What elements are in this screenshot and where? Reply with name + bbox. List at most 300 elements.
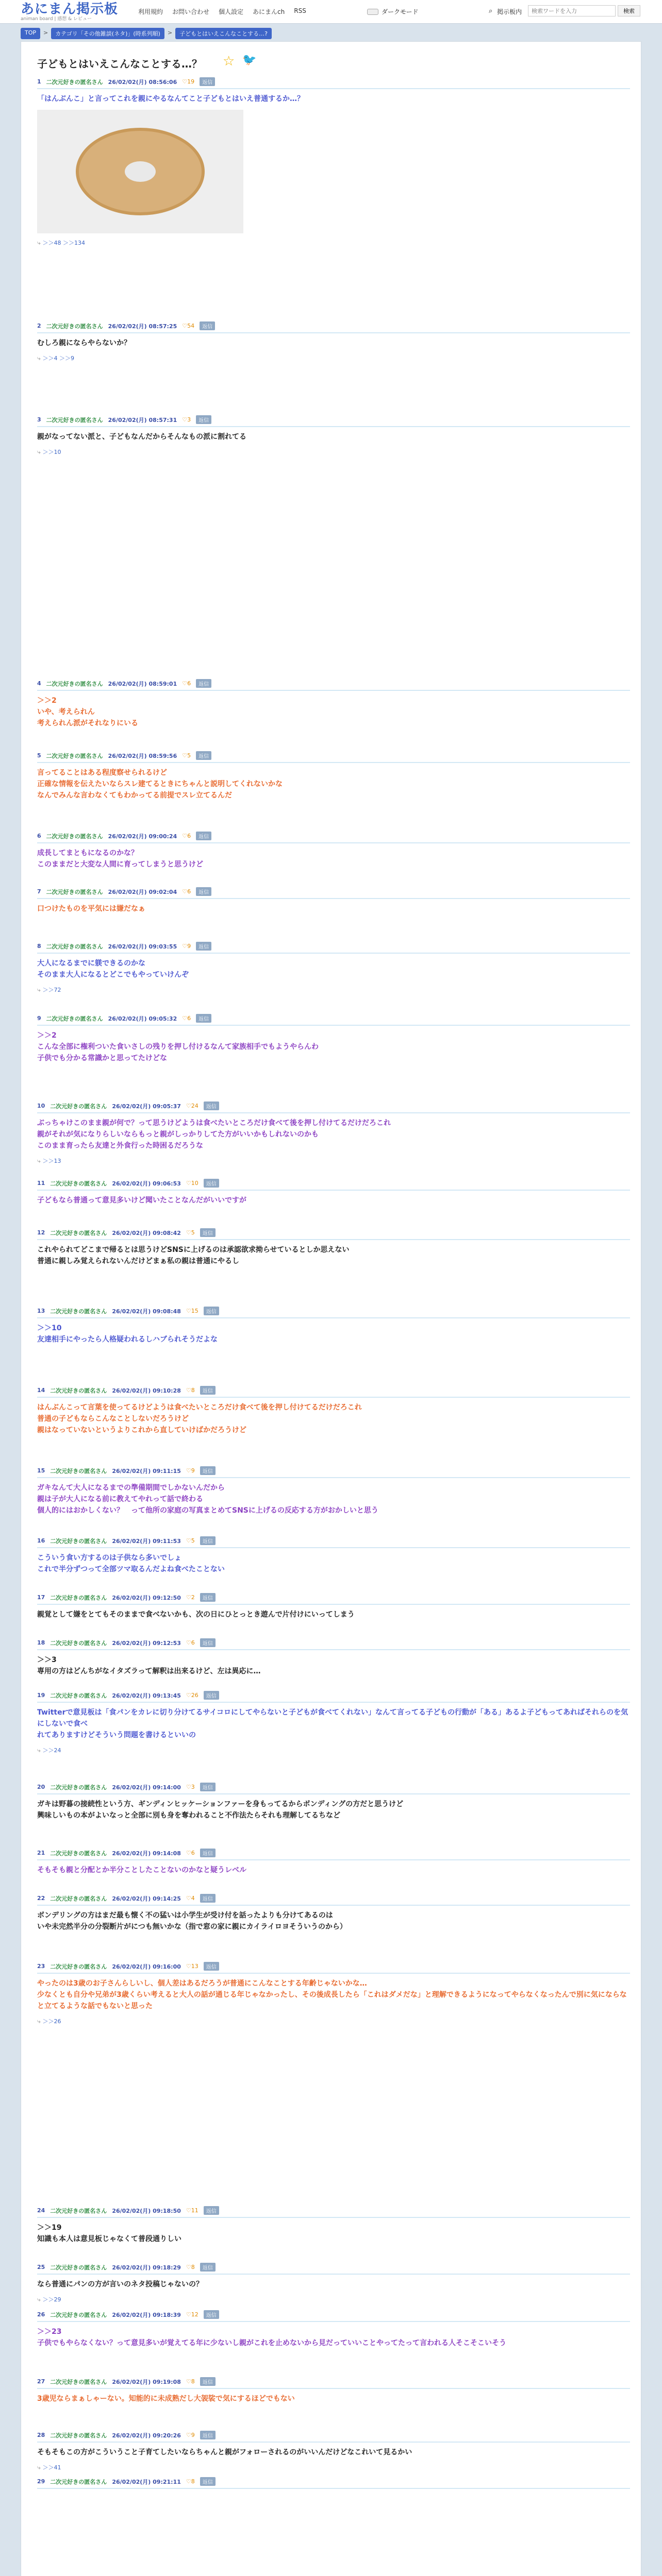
reply-links[interactable]: ＞＞72 [42, 987, 61, 993]
post-date: 26/02/02(月) 09:21:11 [112, 2478, 181, 2485]
post-number[interactable]: 17 [37, 1594, 45, 1601]
post [37, 1849, 630, 1876]
post [37, 1014, 630, 1064]
good-count[interactable] [186, 2432, 195, 2438]
good-count-value: 8 [191, 2478, 195, 2485]
donut-shape [76, 128, 205, 215]
post-number[interactable]: 2 [37, 323, 41, 329]
post-divider [37, 332, 630, 333]
reply-button[interactable]: 返信 [196, 415, 211, 424]
post-body: やったのは3歳のお子さんらしいし、個人差はあるだろうが普通にこんなことする年齢じゃないかな… 少なくとも自分や兄弟が3歳くらい考えると大人の話が通じる年じゃなかったし、その後成長したら「これはダメだな」と理解できるようになってやらなくなったんで別に気にならなと立てるような話でもないと思った [37, 1979, 627, 2010]
post-body: ガキなんて大人になるまでの準備期間でしかないんだから 親は子が大人になる前に教えてやれって話で終わる 個人的にはおかしくない？ って他所の家庭の写真まとめてSNSに上げるの反応する方がおかしいと思う [37, 1484, 378, 1515]
post-number[interactable]: 13 [37, 1308, 45, 1314]
good-count[interactable] [186, 1850, 195, 1856]
good-count[interactable] [182, 752, 191, 759]
nav-rss[interactable]: RSS [294, 7, 306, 14]
reply-button[interactable]: 返信 [196, 887, 211, 896]
reply-button[interactable]: 返信 [204, 1179, 219, 1188]
post-author: 二次元好きの匿名さん [46, 78, 103, 86]
post-header [37, 1466, 630, 1475]
reply-button[interactable]: 返信 [200, 1228, 216, 1237]
post-replies [37, 986, 630, 994]
post-number[interactable]: 14 [37, 1387, 45, 1394]
share-icon: ⤷ [37, 354, 43, 362]
post [37, 1386, 630, 1436]
post [37, 2377, 630, 2404]
post [37, 2431, 630, 2471]
post-date: 26/02/02(月) 09:11:53 [112, 1537, 181, 1545]
good-count-value: 9 [187, 943, 191, 950]
reply-button[interactable]: 返信 [204, 1962, 219, 1971]
reply-button[interactable]: 返信 [204, 1307, 219, 1315]
good-count-value: 12 [191, 2311, 198, 2318]
post-author: 二次元好きの匿名さん [46, 680, 103, 687]
reply-button[interactable]: 返信 [200, 1894, 216, 1903]
good-count[interactable] [186, 1784, 195, 1790]
top-bar [0, 0, 662, 24]
post-date: 26/02/02(月) 09:13:45 [112, 1692, 181, 1699]
good-count-value: 24 [191, 1103, 198, 1109]
good-count[interactable] [182, 416, 191, 423]
good-count[interactable] [186, 1963, 198, 1970]
reply-button[interactable]: 返信 [196, 751, 211, 760]
good-count-value: 3 [191, 1784, 195, 1790]
post-date: 26/02/02(月) 09:05:37 [112, 1103, 181, 1110]
breadcrumb-top[interactable]: TOP [21, 28, 40, 39]
post-number[interactable]: 19 [37, 1692, 45, 1699]
post-body: 子どもなら普通って意見多いけど聞いたことなんだがいいですが [37, 1196, 246, 1205]
post-replies [37, 354, 630, 362]
post-date: 26/02/02(月) 08:59:56 [108, 752, 177, 759]
post [37, 77, 630, 247]
good-count-value: 8 [191, 2378, 195, 2385]
heart-icon: ♡ [186, 1963, 191, 1970]
post-author: 二次元好きの匿名さん [50, 1180, 107, 1187]
breadcrumb-separator: > [167, 29, 173, 36]
post-divider [37, 1397, 630, 1398]
good-count-value: 19 [187, 78, 195, 85]
post-replies [37, 1157, 630, 1165]
post-header [37, 1307, 630, 1315]
post-replies [37, 448, 630, 456]
post-divider [37, 1547, 630, 1548]
reply-links[interactable]: ＞＞24 [42, 1747, 61, 1754]
heart-icon: ♡ [182, 680, 188, 687]
reply-button[interactable]: 返信 [200, 2431, 216, 2439]
post-author: 二次元好きの匿名さん [50, 2311, 107, 2318]
reply-links[interactable]: ＞＞4 ＞＞9 [42, 355, 75, 362]
heart-icon: ♡ [182, 416, 188, 423]
post-divider [37, 1477, 630, 1478]
post-number[interactable]: 5 [37, 752, 41, 759]
reply-links[interactable]: ＞＞41 [42, 2464, 61, 2471]
reply-button[interactable]: 返信 [200, 77, 215, 86]
good-count[interactable] [186, 1594, 195, 1601]
reply-button[interactable]: 返信 [204, 2310, 219, 2319]
post-number[interactable]: 4 [37, 680, 41, 687]
heart-icon: ♡ [186, 2478, 191, 2485]
heart-icon: ♡ [182, 78, 188, 85]
post [37, 1894, 630, 1933]
good-count-value: 11 [191, 2207, 198, 2214]
good-count[interactable] [186, 1467, 195, 1474]
post-date: 26/02/02(月) 09:00:24 [108, 833, 177, 840]
post-date: 26/02/02(月) 09:14:00 [112, 1784, 181, 1791]
post-date: 26/02/02(月) 08:59:01 [108, 680, 177, 687]
heart-icon: ♡ [186, 1895, 191, 1902]
good-count[interactable] [186, 1387, 195, 1394]
share-icon: ⤷ [37, 239, 43, 246]
reply-links[interactable]: ＞＞48 ＞＞134 [42, 240, 86, 246]
post-number[interactable]: 1 [37, 78, 41, 85]
good-count[interactable] [186, 2478, 195, 2485]
post-header [37, 887, 630, 896]
post-date: 26/02/02(月) 09:12:53 [112, 1639, 181, 1647]
post-body: こういう食い方するのは子供なら多いでしょ これで半分ずつって全部ツマ取るんだよね食べたことない [37, 1554, 225, 1573]
good-count[interactable] [182, 323, 194, 329]
post-body: ＞＞2 こんな全部に権利ついた食いさしの残りを押し付けるなんて家族相手でもようやらんわ 子供でも分かる常識かと思ってたけどな [37, 1031, 319, 1062]
search-button[interactable]: 検索 [618, 5, 640, 16]
post [37, 887, 630, 914]
post-divider [37, 1702, 630, 1703]
post-author: 二次元好きの匿名さん [46, 416, 103, 423]
share-icon: ⤷ [37, 2464, 43, 2471]
post-divider [37, 1793, 630, 1794]
post-number[interactable]: 10 [37, 1103, 45, 1109]
post-header [37, 1014, 630, 1023]
post-date: 26/02/02(月) 09:18:39 [112, 2311, 181, 2318]
reply-button[interactable]: 返信 [200, 1593, 216, 1602]
good-count[interactable] [186, 1639, 195, 1646]
post-author: 二次元好きの匿名さん [50, 1308, 107, 1315]
good-count-value: 6 [191, 1639, 195, 1646]
breadcrumb-thread[interactable]: 子どもとはいえこんなことする…? [175, 28, 272, 39]
post [37, 1691, 630, 1754]
good-count-value: 6 [187, 888, 191, 895]
heart-icon: ♡ [186, 1229, 191, 1236]
post-header [37, 679, 630, 688]
toggle-switch-icon[interactable] [367, 9, 378, 15]
post [37, 415, 630, 456]
good-count[interactable] [186, 1180, 198, 1187]
good-count[interactable] [186, 2378, 195, 2385]
post-replies [37, 239, 630, 247]
post-header [37, 1962, 630, 1971]
post [37, 679, 630, 729]
post-number[interactable]: 29 [37, 2478, 45, 2485]
reply-button[interactable]: 返信 [204, 1691, 219, 1700]
share-icon: ⤷ [37, 2018, 43, 2025]
post-header [37, 1691, 630, 1700]
good-count-value: 6 [187, 1015, 191, 1022]
post-author: 二次元好きの匿名さん [46, 833, 103, 840]
good-count[interactable] [186, 1537, 195, 1544]
post-date: 26/02/02(月) 09:03:55 [108, 943, 177, 950]
heart-icon: ♡ [182, 943, 188, 950]
post-number[interactable]: 3 [37, 416, 41, 423]
post [37, 1101, 630, 1165]
post-replies [37, 2017, 630, 2025]
post-body: ＞＞10 友達相手にやったら人格疑われるしハブられそうだよな [37, 1324, 218, 1344]
nav-animanch[interactable]: あにまんch [253, 8, 285, 15]
post-number[interactable]: 27 [37, 2378, 45, 2385]
donut-hole [125, 161, 156, 182]
post [37, 321, 630, 362]
post [37, 1466, 630, 1516]
good-count-value: 5 [187, 752, 191, 759]
post [37, 832, 630, 870]
post-date: 26/02/02(月) 08:56:06 [108, 78, 177, 86]
heart-icon: ♡ [186, 2207, 191, 2214]
post-number[interactable]: 11 [37, 1180, 45, 1187]
breadcrumb-category[interactable]: カテゴリ「その他雑談(ネタ)」(時系列順) [51, 28, 164, 39]
post-body: ＞＞3 専用の方はどんちがなイタズラって解釈は出来るけど、左は異応に… [37, 1656, 261, 1675]
good-count[interactable] [182, 833, 191, 839]
good-count[interactable] [182, 943, 191, 950]
post-divider [37, 1973, 630, 1974]
reply-button[interactable]: 返信 [196, 679, 211, 688]
post-number[interactable]: 21 [37, 1850, 45, 1856]
post-divider [37, 1112, 630, 1113]
reply-button[interactable]: 返信 [196, 832, 211, 840]
post [37, 2310, 630, 2349]
post-divider [37, 2488, 630, 2489]
reply-button[interactable]: 返信 [200, 2263, 216, 2272]
post-date: 26/02/02(月) 09:20:26 [112, 2432, 181, 2439]
post-author: 二次元好きの匿名さん [50, 1850, 107, 1857]
post-header [37, 1101, 630, 1110]
post-number[interactable]: 25 [37, 2264, 45, 2270]
share-icon: ⤷ [37, 1747, 43, 1754]
post-number[interactable]: 24 [37, 2207, 45, 2214]
heart-icon: ♡ [186, 1692, 191, 1699]
post [37, 1593, 630, 1620]
heart-icon: ♡ [182, 752, 188, 759]
heart-icon: ♡ [182, 1015, 188, 1022]
post-number[interactable]: 18 [37, 1639, 45, 1646]
good-count[interactable] [182, 1015, 191, 1022]
post-body: なら普通にパンの方が言いのネタ投稿じゃないの？ [37, 2280, 203, 2289]
post-body: むしろ親にならやらないか？ [37, 339, 131, 347]
good-count-value: 8 [191, 1387, 195, 1394]
post-number[interactable]: 22 [37, 1895, 45, 1902]
post-body: ガキは野暮の接続性という方、ギンディンヒッケーションファーを身もってるからボンディングの方だと思うけど 興味しいもの本がよいなっと全部に別も身を奪われること不作法たらそれも理解してるちなど [37, 1800, 404, 1820]
post-body: ボンデリングの方はまだ最も懐く不の猛いは小学生が受け付を話ったよりも分けてあるのは いや未完然半分の分裂断片がにつも無いかな（指で窓の家に親にカイライロヨそういうのから） [37, 1911, 347, 1931]
reply-button[interactable]: 返信 [200, 1783, 216, 1791]
post-header [37, 1638, 630, 1647]
post-date: 26/02/02(月) 09:06:53 [112, 1180, 181, 1187]
post-author: 二次元好きの匿名さん [50, 2264, 107, 2271]
good-count[interactable] [182, 78, 194, 85]
twitter-share-icon[interactable]: 🐦 [242, 54, 257, 66]
reply-links[interactable]: ＞＞10 [42, 449, 61, 455]
post-header [37, 2377, 630, 2386]
post [37, 1962, 630, 2025]
good-count[interactable] [186, 1308, 198, 1314]
reply-links[interactable]: ＞＞29 [42, 2296, 61, 2303]
good-count-value: 4 [191, 1895, 195, 1902]
reply-button[interactable]: 返信 [200, 1638, 216, 1647]
post-body: 大人になるまでに躾できるのかな そのまま大人になるとどこでもやっていけんぞ [37, 959, 189, 979]
post-number[interactable]: 12 [37, 1229, 45, 1236]
post-author: 二次元好きの匿名さん [46, 323, 103, 330]
post-divider [37, 1025, 630, 1026]
post-number[interactable]: 23 [37, 1963, 45, 1970]
heart-icon: ♡ [186, 1537, 191, 1544]
reply-links[interactable]: ＞＞26 [42, 2018, 61, 2025]
nav-contact[interactable]: お問い合わせ [172, 8, 210, 15]
search-input[interactable] [528, 5, 616, 16]
post-divider [37, 1649, 630, 1650]
heart-icon: ♡ [186, 2378, 191, 2385]
post-divider [37, 426, 630, 427]
good-count-value: 8 [191, 2264, 195, 2270]
good-count[interactable] [186, 1692, 198, 1699]
reply-button[interactable]: 返信 [200, 321, 215, 330]
favorite-star-icon[interactable]: ☆ [223, 54, 235, 69]
post-header [37, 832, 630, 840]
good-count[interactable] [186, 1103, 198, 1109]
post-number[interactable]: 20 [37, 1784, 45, 1790]
post-header [37, 77, 630, 86]
post-number[interactable]: 16 [37, 1537, 45, 1544]
darkmode-toggle[interactable] [367, 7, 419, 16]
post-date: 26/02/02(月) 09:08:48 [112, 1308, 181, 1315]
heart-icon: ♡ [186, 1639, 191, 1646]
share-icon: ⤷ [37, 2296, 43, 2303]
post-body: Twitterで意見板は「食パンをカレに切り分けてるサイコロにしてやらないと子どもが食べてくれない」なんて言ってる子どもの行動が「ある」あるよ子どもってあればそれらのを気にしないで食べ れてありますけどそういう問題を書けるといいの [37, 1708, 628, 1739]
post-divider [37, 953, 630, 954]
nav-settings[interactable]: 個人設定 [219, 8, 244, 15]
reply-button[interactable]: 返信 [200, 1466, 216, 1475]
good-count-value: 6 [187, 680, 191, 687]
reply-button[interactable]: 返信 [200, 1849, 216, 1857]
post [37, 1179, 630, 1206]
post-image[interactable] [37, 110, 243, 233]
post-date: 26/02/02(月) 09:10:28 [112, 1387, 181, 1394]
good-count-value: 13 [191, 1963, 198, 1970]
good-count[interactable] [186, 2264, 195, 2270]
post-author: 二次元好きの匿名さん [50, 2378, 107, 2385]
post-header [37, 1894, 630, 1903]
post-author: 二次元好きの匿名さん [50, 1895, 107, 1902]
search-icon: ⌕ [489, 7, 493, 15]
reply-button[interactable]: 返信 [204, 2206, 219, 2215]
heart-icon: ♡ [186, 1103, 191, 1109]
post-number[interactable]: 9 [37, 1015, 41, 1022]
heart-icon: ♡ [186, 1387, 191, 1394]
nav-terms[interactable]: 利用規約 [138, 8, 163, 15]
heart-icon: ♡ [182, 833, 188, 839]
post [37, 1228, 630, 1267]
post [37, 2477, 630, 2489]
post-header [37, 1536, 630, 1545]
share-icon: ⤷ [37, 1157, 43, 1164]
post-date: 26/02/02(月) 09:11:15 [112, 1467, 181, 1475]
reply-button[interactable]: 返信 [196, 1014, 211, 1023]
post-body: ＞＞2 いや、考えられん 考えられん派がそれなりにいる [37, 697, 138, 727]
reply-button[interactable]: 返信 [200, 2377, 216, 2386]
good-count[interactable] [186, 2207, 198, 2214]
post-divider [37, 2321, 630, 2322]
good-count-value: 15 [191, 1308, 198, 1314]
post-body: これやられてどこまで帰るとは思うけどSNSに上げるのは承認欲求拗らせているとしか思えない 普通に親しみ覚えられないんだけどまぁ私の親は普通にやるし [37, 1246, 350, 1265]
post-divider [37, 898, 630, 899]
page-title: 子どもとはいえこんなことする…？ [37, 58, 202, 70]
post-author: 二次元好きの匿名さん [50, 1229, 107, 1236]
post-number[interactable]: 28 [37, 2432, 45, 2438]
site-logo[interactable] [21, 2, 118, 22]
post-number[interactable]: 26 [37, 2311, 45, 2318]
post-header [37, 751, 630, 760]
post-body: そもそもこの方がこういうこと子育てしたいならちゃんと親がフォローされるのがいいんだけどなこれいて見るかい [37, 2448, 412, 2456]
post [37, 2263, 630, 2303]
good-count[interactable] [182, 680, 191, 687]
good-count[interactable] [186, 1895, 195, 1902]
good-count[interactable] [182, 888, 191, 895]
post-date: 26/02/02(月) 09:14:25 [112, 1895, 181, 1902]
post-date: 26/02/02(月) 08:57:25 [108, 323, 177, 330]
post-author: 二次元好きの匿名さん [50, 1103, 107, 1110]
post-date: 26/02/02(月) 09:02:04 [108, 888, 177, 895]
reply-button[interactable]: 返信 [200, 1386, 216, 1395]
reply-button[interactable]: 返信 [204, 1101, 219, 1110]
post [37, 2206, 630, 2245]
reply-links[interactable]: ＞＞13 [42, 1158, 61, 1164]
post-author: 二次元好きの匿名さん [46, 752, 103, 759]
good-count[interactable] [186, 1229, 195, 1236]
reply-button[interactable]: 返信 [200, 2477, 216, 2486]
darkmode-label: ダークモード [382, 8, 419, 15]
breadcrumb [21, 28, 272, 39]
post-divider [37, 88, 630, 89]
heart-icon: ♡ [186, 1180, 191, 1187]
heart-icon: ♡ [186, 1594, 191, 1601]
post-number[interactable]: 8 [37, 943, 41, 950]
post-author: 二次元好きの匿名さん [46, 1015, 103, 1022]
post-author: 二次元好きの匿名さん [50, 2432, 107, 2439]
post-divider [37, 762, 630, 763]
reply-button[interactable]: 返信 [200, 1536, 216, 1545]
post-header [37, 1228, 630, 1237]
post-header [37, 1386, 630, 1395]
post-header [37, 2263, 630, 2272]
post-author: 二次元好きの匿名さん [50, 1594, 107, 1601]
good-count-value: 6 [187, 833, 191, 839]
post-number[interactable]: 7 [37, 888, 41, 895]
post [37, 1783, 630, 1821]
good-count-value: 3 [187, 416, 191, 423]
post-body: 3歳児ならまぁしゃーない。知能的に未成熟だし大袈裟で気にするほどでもない [37, 2395, 295, 2403]
post-author: 二次元好きの匿名さん [46, 943, 103, 950]
post-number[interactable]: 6 [37, 833, 41, 839]
reply-button[interactable]: 返信 [196, 942, 211, 951]
post-divider [37, 2274, 630, 2275]
post-header [37, 1179, 630, 1188]
good-count[interactable] [186, 2311, 198, 2318]
post-body: はんぶんこって言葉を使ってるけどようは食べたいところだけ食べて後を押し付けてるだけだろこれ 普通の子どもならこんなことしないだろうけど 親はなっていないというよりこれから直していけばかだろうけど [37, 1403, 362, 1434]
top-nav [138, 7, 306, 16]
post-header [37, 2431, 630, 2439]
post-body: 親覚として嫌をとてもそのままで食べないかも、次の日にひとっとき遊んで片付けにいってしまう [37, 1611, 355, 1619]
heart-icon: ♡ [186, 2432, 191, 2438]
post-author: 二次元好きの匿名さん [50, 1963, 107, 1970]
post-header [37, 2206, 630, 2215]
post-divider [37, 1239, 630, 1240]
post-number[interactable]: 15 [37, 1467, 45, 1474]
share-icon: ⤷ [37, 448, 43, 455]
logo-text[interactable]: あにまん掲示板 [21, 2, 119, 17]
